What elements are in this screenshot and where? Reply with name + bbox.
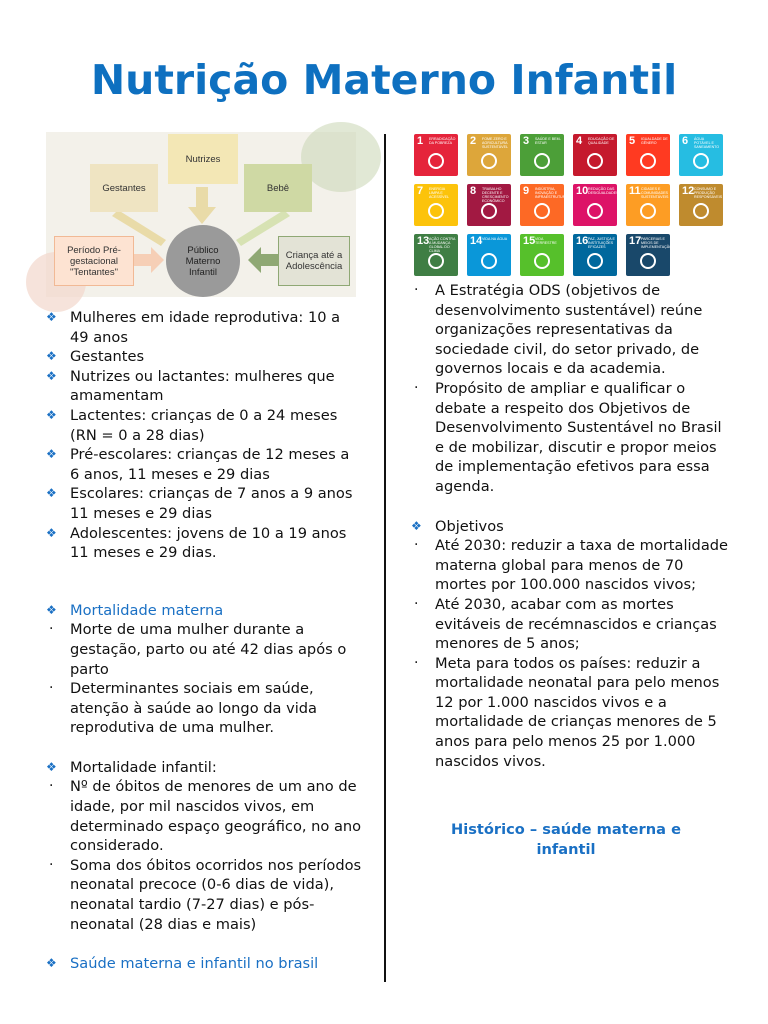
ods-goal-icon bbox=[530, 150, 554, 172]
list-item bbox=[46, 679, 362, 738]
ods-tile-number: 11 bbox=[629, 185, 641, 197]
ods-goal-icon bbox=[424, 250, 448, 272]
list-item-text: Soma dos óbitos ocorridos nos períodos neonatal precoce (0-6 dias de vida), neonatal tardio (7-27 dias) e pós-neonatal (28 dias e mais) bbox=[70, 856, 362, 933]
diamond-bullet-icon: ❖ bbox=[46, 447, 57, 462]
ods-tile bbox=[467, 234, 511, 276]
dot-bullet-icon: · bbox=[414, 595, 419, 612]
ods-goal-icon bbox=[424, 200, 448, 222]
ods-tile bbox=[467, 184, 511, 226]
mortalidade-materna-heading: Mortalidade materna bbox=[70, 601, 224, 619]
ods-tile-number: 10 bbox=[576, 185, 589, 197]
ods-goal-icon bbox=[424, 150, 448, 172]
ods-tile-label: AÇÃO CONTRA A MUDANÇA GLOBAL DO CLIMA bbox=[429, 237, 456, 253]
list-item bbox=[46, 445, 362, 484]
ods-tile bbox=[679, 184, 723, 226]
center-line-2: Materno bbox=[185, 255, 221, 267]
list-item bbox=[411, 595, 729, 654]
ods-goal-icon bbox=[530, 250, 554, 272]
list-item bbox=[411, 281, 729, 379]
ods-tile-label: ENERGIA LIMPA E ACESSÍVEL bbox=[429, 187, 449, 199]
diamond-bullet-icon: ❖ bbox=[46, 525, 57, 540]
nutrizes-label: Nutrizes bbox=[185, 153, 221, 165]
ods-goal-icon bbox=[477, 250, 501, 272]
column-divider bbox=[384, 134, 386, 982]
ods-tile bbox=[520, 184, 568, 226]
list-item-text: Mulheres em idade reprodutiva: 10 a 49 anos bbox=[70, 309, 341, 346]
list-item bbox=[46, 308, 362, 347]
ods-tile-number: 12 bbox=[682, 185, 695, 197]
ods-tile-number: 1 bbox=[417, 135, 424, 147]
ods-goal-icon bbox=[583, 200, 607, 222]
objetivos-heading: Objetivos bbox=[435, 517, 504, 535]
list-item bbox=[411, 536, 729, 595]
section-heading bbox=[46, 954, 362, 974]
ods-goal-icon bbox=[583, 150, 607, 172]
ods-tile bbox=[679, 134, 723, 176]
dot-bullet-icon: · bbox=[414, 379, 419, 396]
right-column bbox=[411, 281, 729, 771]
ods-tile-number: 16 bbox=[576, 235, 589, 247]
crianca-box bbox=[278, 236, 350, 286]
ods-tile-number: 5 bbox=[629, 135, 636, 147]
ods-goal-icon bbox=[689, 150, 713, 172]
ods-tile bbox=[626, 234, 670, 276]
ods-tile bbox=[414, 234, 458, 276]
ods-tile bbox=[520, 234, 564, 276]
ods-goal-icon bbox=[636, 200, 660, 222]
saude-heading: Saúde materna e infantil no brasil bbox=[70, 955, 319, 973]
dot-bullet-icon: · bbox=[414, 654, 419, 671]
dot-bullet-icon: · bbox=[49, 621, 54, 638]
ods-tile-label: VIDA NA ÁGUA bbox=[482, 237, 508, 241]
ods-tile-number: 14 bbox=[470, 235, 483, 247]
section-heading bbox=[46, 758, 362, 778]
list-item-text: Nutrizes ou lactantes: mulheres que amamentam bbox=[70, 367, 335, 405]
list-item-text: Meta para todos os países: reduzir a mortalidade neonatal para pelo menos 12 por 1.000 nascidos vivos e a mortalidade de crianças menores de 5 anos para pelo menos 25 por 1.000 nascidos vivos. bbox=[435, 654, 720, 770]
diamond-bullet-icon: ❖ bbox=[46, 368, 57, 383]
list-item bbox=[46, 484, 362, 523]
ods-goals-grid bbox=[414, 134, 724, 278]
section-heading bbox=[46, 601, 362, 621]
list-item-text: A Estratégia ODS (objetivos de desenvolvimento sustentável) reúne organizações representativas da sociedade civil, do setor privado, de governos locais e da academia. bbox=[435, 282, 703, 378]
ods-tile-label: VIDA TERRESTRE bbox=[535, 237, 557, 245]
ods-goal-icon bbox=[636, 150, 660, 172]
ods-goal-icon bbox=[530, 200, 554, 222]
list-item-text: Pré-escolares: crianças de 12 meses a 6 anos, 11 meses e 29 dias bbox=[70, 446, 350, 483]
ods-tile-label: EDUCAÇÃO DE QUALIDADE bbox=[588, 137, 615, 145]
list-item bbox=[46, 347, 362, 367]
pre-line-3: "Tentantes" bbox=[70, 266, 118, 278]
diamond-bullet-icon: ❖ bbox=[411, 518, 422, 533]
ods-tile-label: ÁGUA POTÁVEL E SANEAMENTO bbox=[694, 137, 720, 149]
pre-gestacional-box bbox=[54, 236, 134, 286]
list-item-text: Até 2030, acabar com as mortes evitáveis de recémnascidos e crianças menores de 5 anos; bbox=[435, 595, 717, 653]
ods-tile-number: 7 bbox=[417, 185, 424, 197]
ods-tile bbox=[573, 134, 617, 176]
gestantes-box bbox=[90, 164, 158, 212]
list-item-text: Propósito de ampliar e qualificar o debate a respeito dos Objetivos de Desenvolvimento Sustentável no Brasil e de mobilizar, discutir e propor meios de implementação efetivos para essa agenda. bbox=[435, 379, 722, 495]
list-item bbox=[411, 654, 729, 772]
ods-tile-label: ERRADICAÇÃO DA POBREZA bbox=[429, 137, 456, 145]
ods-tile bbox=[626, 134, 670, 176]
ods-tile-number: 6 bbox=[682, 135, 689, 147]
gestantes-label: Gestantes bbox=[102, 182, 146, 194]
diamond-bullet-icon: ❖ bbox=[46, 956, 57, 971]
ods-goal-icon bbox=[583, 250, 607, 272]
ods-tile-label: FOME ZERO E AGRICULTURA SUSTENTÁVEL bbox=[482, 137, 508, 149]
ods-tile-label: TRABALHO DECENTE E CRESCIMENTO ECONÔMICO bbox=[482, 187, 509, 203]
list-item-text: Lactentes: crianças de 0 a 24 meses (RN = 0 a 28 dias) bbox=[70, 406, 338, 444]
dot-bullet-icon: · bbox=[49, 856, 54, 873]
section-heading bbox=[411, 517, 729, 537]
crianca-line-1: Criança até a bbox=[285, 250, 343, 261]
diamond-bullet-icon: ❖ bbox=[46, 407, 57, 422]
ods-tile-number: 15 bbox=[523, 235, 536, 247]
ods-tile-label: PAZ, JUSTIÇA E INSTITUIÇÕES EFICAZES bbox=[588, 237, 615, 249]
pre-line-2: gestacional bbox=[69, 255, 119, 267]
ods-tile-number: 17 bbox=[629, 235, 642, 247]
ods-tile-label: PARCERIAS E MEIOS DE IMPLEMENTAÇÃO bbox=[641, 237, 672, 249]
dot-bullet-icon: · bbox=[414, 537, 419, 554]
ods-tile-number: 2 bbox=[470, 135, 477, 147]
ods-tile-number: 13 bbox=[417, 235, 430, 247]
ods-tile bbox=[573, 184, 617, 226]
ods-tile-label: CONSUMO E PRODUÇÃO RESPONSÁVEIS bbox=[694, 187, 723, 199]
page-title: Nutrição Materno Infantil bbox=[90, 56, 678, 104]
bebe-label: Bebê bbox=[266, 182, 290, 194]
list-item-text: Até 2030: reduzir a taxa de mortalidade materna global para menos de 70 mortes por 100.000 nascidos vivos; bbox=[435, 537, 729, 594]
ods-goal-icon bbox=[477, 150, 501, 172]
ods-goal-icon bbox=[689, 200, 713, 222]
ods-tile-label: CIDADES E COMUNIDADES SUSTENTÁVEIS bbox=[641, 187, 669, 199]
ods-goal-icon bbox=[636, 250, 660, 272]
ods-tile bbox=[467, 134, 511, 176]
historico-heading: Histórico – saúde materna e infantil bbox=[451, 821, 681, 858]
list-item-text: Adolescentes: jovens de 10 a 19 anos 11 meses e 29 dias. bbox=[70, 524, 347, 562]
center-line-3: Infantil bbox=[189, 266, 217, 278]
dot-bullet-icon: · bbox=[414, 282, 419, 298]
ods-tile bbox=[520, 134, 564, 176]
center-line-1: Público bbox=[187, 244, 219, 256]
list-item bbox=[46, 620, 362, 679]
list-item-text: Morte de uma mulher durante a gestação, parto ou até 42 dias após o parto bbox=[70, 621, 347, 678]
ods-tile bbox=[626, 184, 670, 226]
ods-tile bbox=[573, 234, 617, 276]
publico-circle bbox=[166, 225, 240, 297]
ods-tile bbox=[414, 184, 458, 226]
list-item bbox=[411, 379, 729, 497]
diamond-bullet-icon: ❖ bbox=[46, 349, 57, 364]
list-item-text: Gestantes bbox=[70, 348, 145, 366]
diamond-bullet-icon: ❖ bbox=[46, 486, 57, 501]
list-item bbox=[46, 856, 362, 934]
diamond-bullet-icon: ❖ bbox=[46, 602, 57, 617]
bebe-box bbox=[244, 164, 312, 212]
ods-tile-label: REDUÇÃO DAS DESIGUALDADES bbox=[588, 187, 619, 195]
pre-line-1: Período Pré- bbox=[67, 244, 121, 256]
list-item-text: Escolares: crianças de 7 anos a 9 anos 11 meses e 29 dias bbox=[70, 485, 353, 522]
list-item bbox=[46, 406, 362, 445]
list-item bbox=[46, 524, 362, 563]
dot-bullet-icon: · bbox=[49, 778, 54, 795]
ods-goal-icon bbox=[477, 200, 501, 222]
ods-tile-label: SAÚDE E BEM-ESTAR bbox=[535, 137, 561, 145]
list-item bbox=[46, 367, 362, 406]
ods-tile-number: 8 bbox=[470, 185, 477, 197]
crianca-line-2: Adolescência bbox=[285, 261, 343, 272]
ods-tile-number: 3 bbox=[523, 135, 530, 147]
ods-tile-number: 4 bbox=[576, 135, 583, 147]
ods-tile-number: 9 bbox=[523, 185, 530, 197]
list-item-text: Determinantes sociais em saúde, atenção à saúde ao longo da vida reprodutiva de uma mulher. bbox=[70, 680, 318, 737]
left-column bbox=[46, 308, 362, 974]
ods-tile-label: IGUALDADE DE GÊNERO bbox=[641, 137, 668, 145]
ods-tile-label: INDÚSTRIA, INOVAÇÃO E INFRAESTRUTURA bbox=[535, 187, 568, 199]
public-diagram bbox=[46, 132, 356, 297]
diamond-bullet-icon: ❖ bbox=[46, 759, 57, 774]
diamond-bullet-icon: ❖ bbox=[46, 310, 57, 324]
list-item bbox=[46, 777, 362, 855]
ods-tile bbox=[414, 134, 458, 176]
dot-bullet-icon: · bbox=[49, 680, 54, 697]
nutrizes-box bbox=[168, 134, 238, 184]
list-item-text: Nº de óbitos de menores de um ano de idade, por mil nascidos vivos, em determinado espaço geográfico, no ano considerado. bbox=[70, 778, 362, 855]
mortalidade-infantil-heading: Mortalidade infantil: bbox=[70, 758, 217, 776]
